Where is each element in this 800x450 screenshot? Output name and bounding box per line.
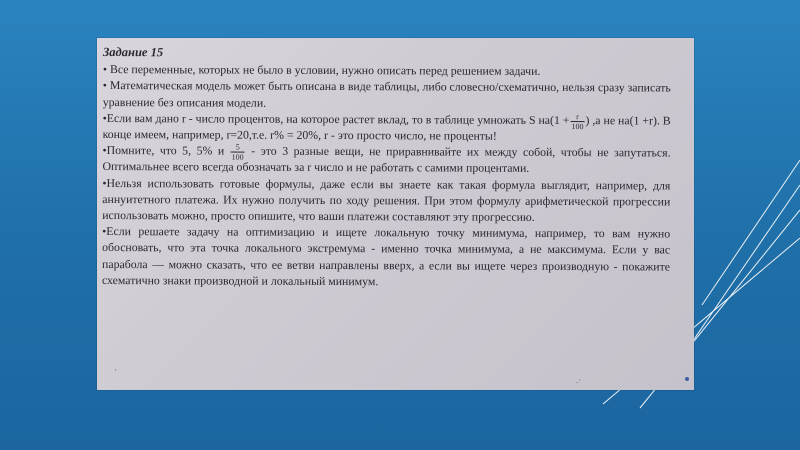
fraction-r-over-100 (570, 112, 584, 131)
photo-speck: · (114, 365, 117, 375)
rule-paragraph-4 (102, 142, 670, 177)
paragraph-4-text-after: - это 3 разные вещи, не приравнивайте их между собой, чтобы не запутаться. Оптимальнее всего всегда обозначать за r число и не работать с самими процентами. (102, 143, 671, 176)
document-content (102, 44, 671, 291)
paragraph-3-text-before: •Если вам дано r - число процентов, на которое растет вклад, то в таблице умножать S на(1 + (102, 110, 570, 127)
task-title: Задание 15 (102, 44, 164, 60)
fraction-denominator: 100 (571, 121, 584, 131)
paragraph-3-text-after: ) ,а не на(1 +r). В конце имеем, например, r=20,т.е. r% = 20%, r - это просто число, не проценты! (102, 112, 671, 143)
rule-paragraph-6: •Если решаете задачу на оптимизацию и ищете локальную точку минимума, например, то вам нужно обосновать, что эта точка локального экстремума - именно точка минимума, а не максимума. Если у вас парабола — можно сказать, что ее ветви направлены вверх, а если вы ищете через производную - покажите схематично знаки производной и локальный минимум. (101, 224, 671, 289)
document-photo (97, 38, 694, 390)
rule-paragraph-2: • Математическая модель может быть описана в виде таблицы, либо словесно/схематично, нельзя сразу записать уравнение без описания модели. (102, 78, 671, 110)
rule-paragraph-1: • Все переменные, которых не было в условии, нужно описать перед решением задачи. (102, 62, 541, 79)
fraction-denominator: 100 (231, 152, 244, 162)
fraction-numerator: r (570, 112, 584, 122)
photo-marker-dot (685, 377, 689, 381)
fraction-numerator: 5 (231, 143, 245, 153)
rule-paragraph-5: •Нельзя использовать готовые формулы, даже если вы знаете как такая формула выглядит, например, для аннуитетного платежа. Их нужно получить по ходу решения. При этом формулу арифметической прогрессии использовать можно, просто опишите, что ваши платежи составляют эту прогрессию. (102, 175, 671, 224)
paragraph-4-text-before: •Помните, что 5, 5% и (102, 143, 225, 158)
rule-paragraph-3 (103, 110, 671, 145)
photo-speck: .· (576, 375, 582, 385)
